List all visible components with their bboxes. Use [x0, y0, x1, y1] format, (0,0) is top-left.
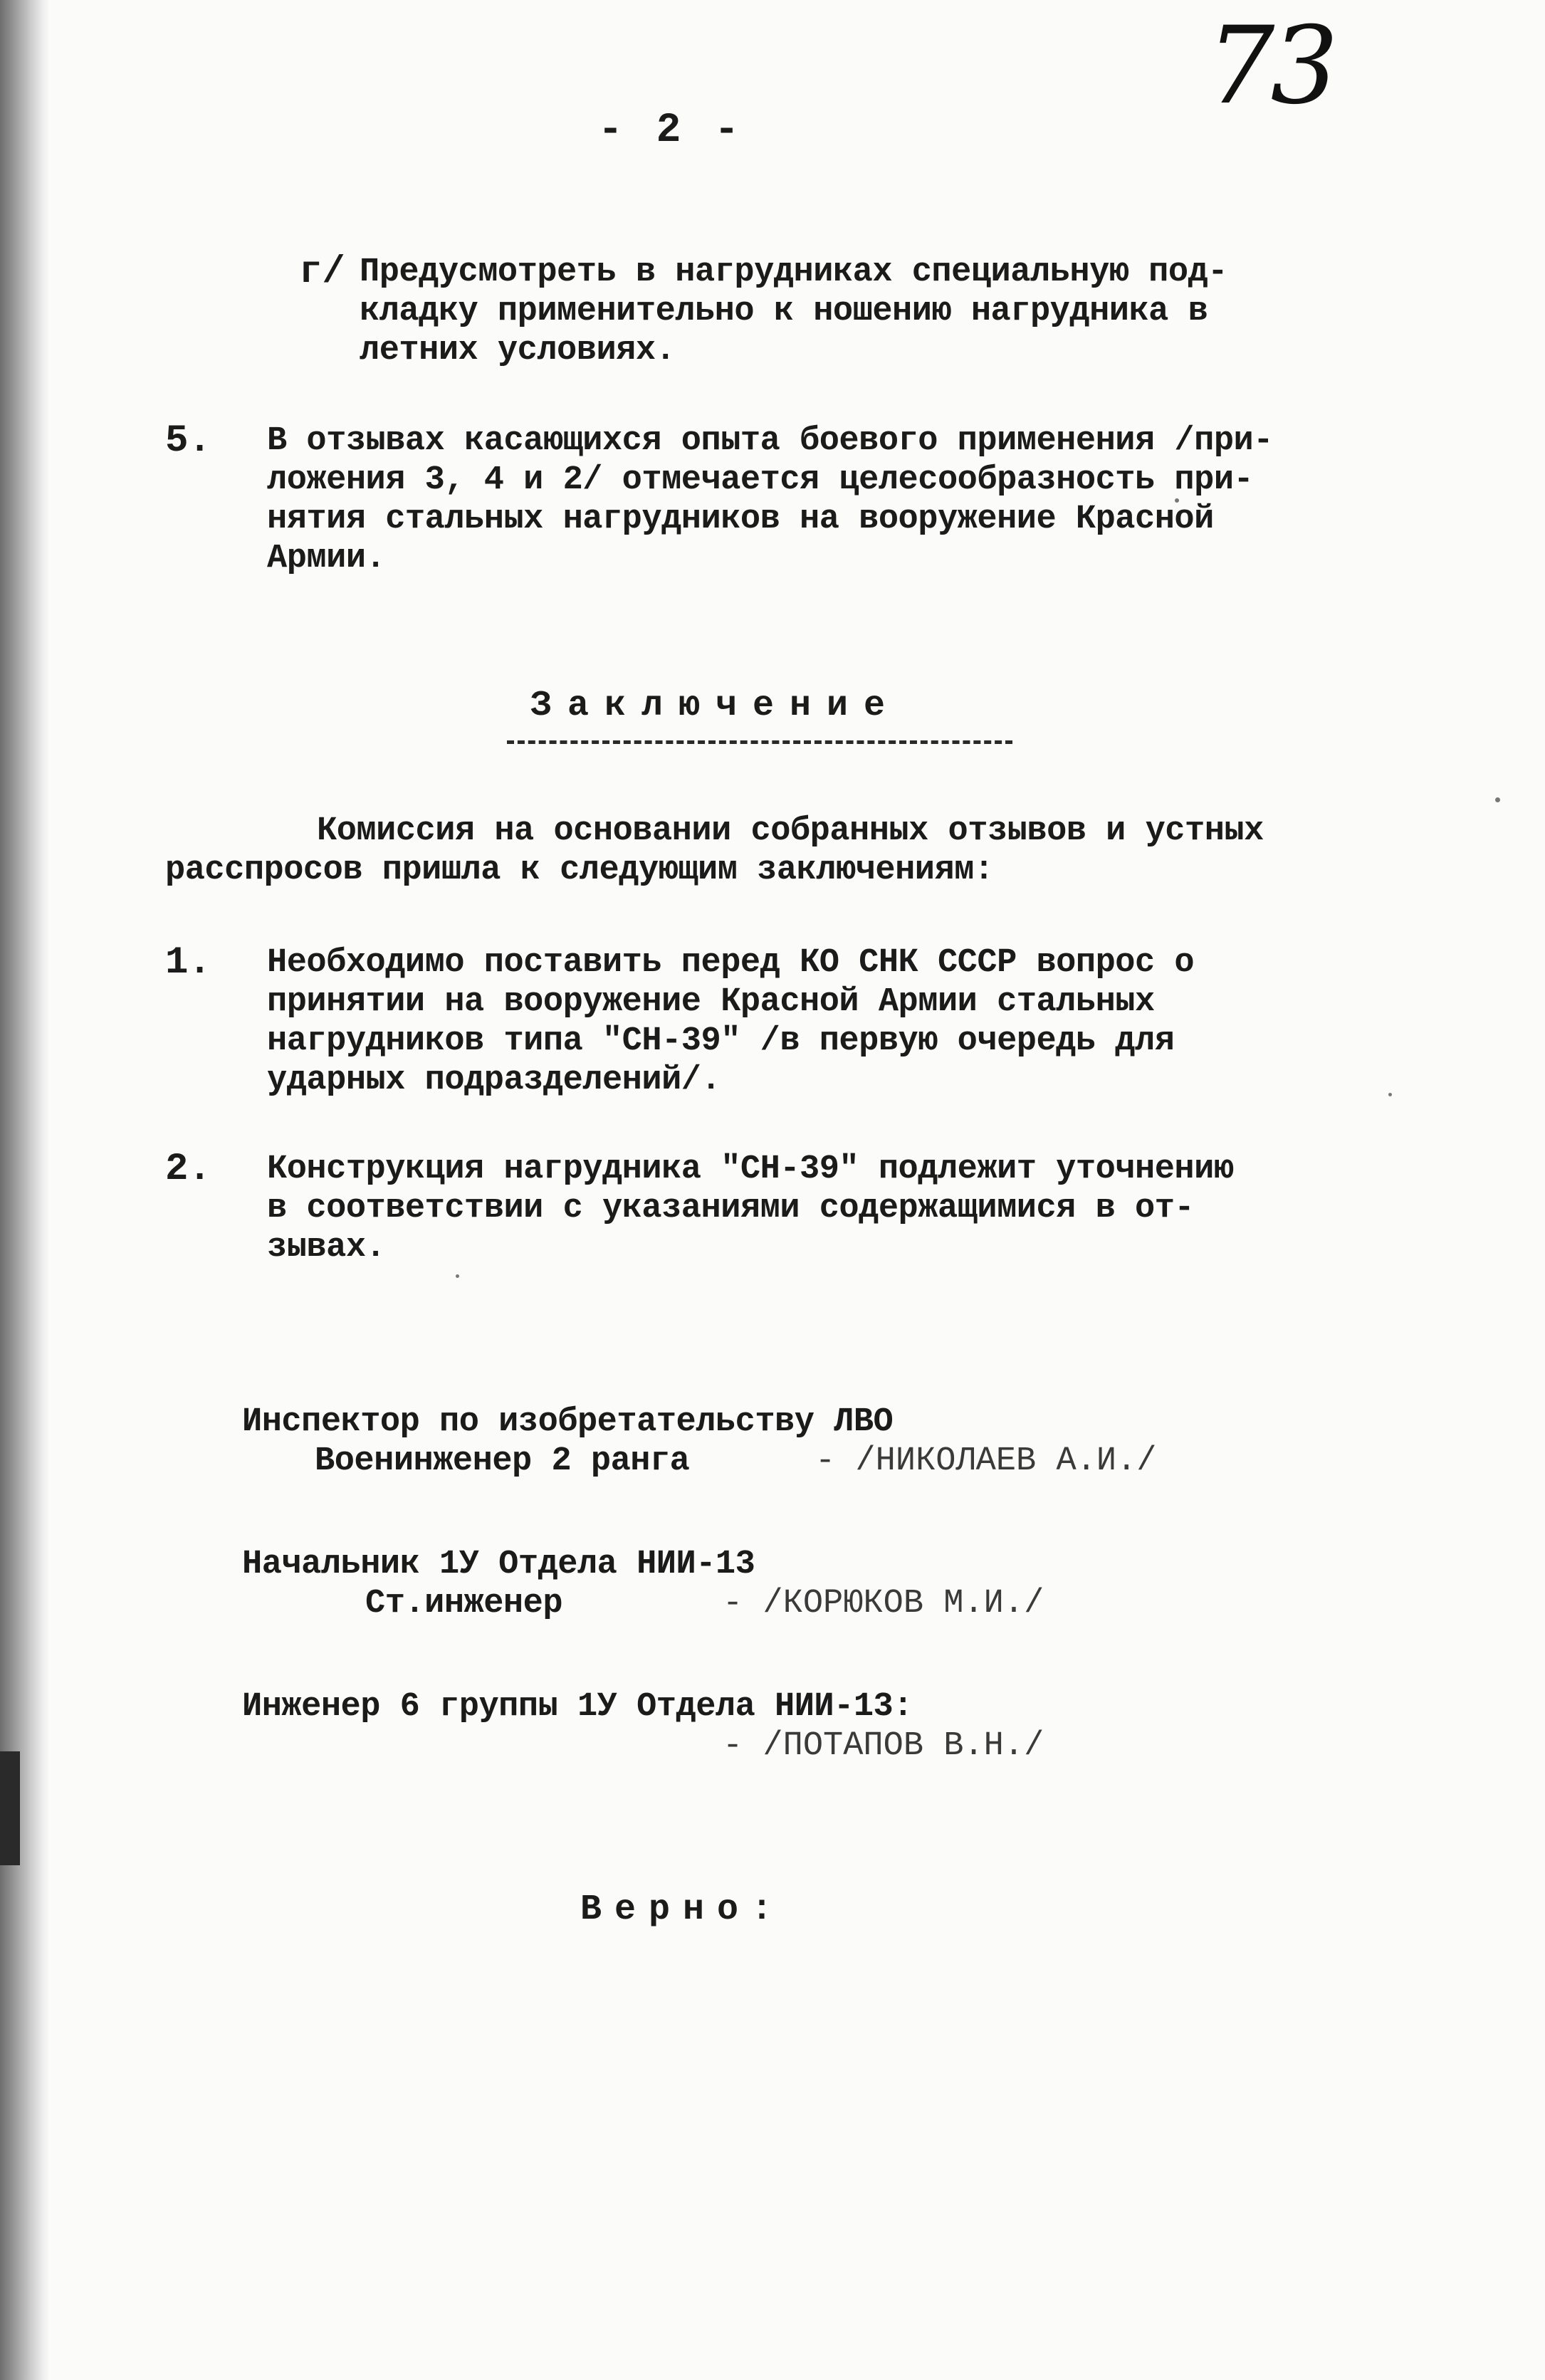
conclusion-item-1-marker: 1. — [165, 941, 211, 985]
item-g-marker: г/ — [299, 251, 345, 294]
conclusion-item-1-line-3: нагрудников типа "СН-39" /в первую очередь для — [267, 1022, 1175, 1060]
signature-2-name: - /КОРЮКОВ М.И./ — [723, 1585, 1044, 1623]
item-5-line-1: В отзывах касающихся опыта боевого применения /при- — [267, 422, 1273, 460]
signature-3-name: - /ПОТАПОВ В.Н./ — [723, 1727, 1044, 1765]
signature-2-title: Начальник 1У Отдела НИИ-13 — [242, 1546, 755, 1583]
signature-3-title: Инженер 6 группы 1У Отдела НИИ-13: — [242, 1688, 913, 1726]
conclusion-item-1-line-1: Необходимо поставить перед КО СНК СССР вопрос о — [267, 944, 1195, 982]
signature-1-title: Инспектор по изобретательству ЛВО — [242, 1403, 894, 1441]
heading-underline — [507, 740, 1012, 744]
conclusion-item-2-line-1: Конструкция нагрудника "СН-39" подлежит уточнению — [267, 1150, 1234, 1188]
signature-1-name: - /НИКОЛАЕВ А.И./ — [815, 1442, 1157, 1480]
item-g-line-3: летних условиях. — [360, 332, 676, 369]
scan-speck — [1388, 1093, 1392, 1096]
conclusion-item-1-line-2: принятии на вооружение Красной Армии стальных — [267, 983, 1155, 1021]
conclusion-intro-line-2: расспросов пришла к следующим заключениям: — [165, 851, 994, 889]
item-5-line-4: Армии. — [267, 540, 386, 577]
scan-binding-edge — [0, 0, 50, 2380]
scan-speck — [1495, 797, 1500, 802]
conclusion-heading: Заключение — [530, 686, 901, 726]
archive-folio-number: 73 — [1207, 4, 1334, 128]
conclusion-item-1-line-4: ударных подразделений/. — [267, 1061, 721, 1099]
conclusion-item-2-line-2: в соответствии с указаниями содержащимися в от- — [267, 1190, 1195, 1227]
scan-speck — [456, 1274, 459, 1278]
scan-binding-shadow — [0, 1751, 20, 1865]
conclusion-item-2-marker: 2. — [165, 1148, 211, 1191]
item-5-marker: 5. — [165, 419, 211, 463]
item-5-line-3: нятия стальных нагрудников на вооружение Красной — [267, 500, 1214, 538]
conclusion-intro-line-1: Комиссия на основании собранных отзывов и устных — [317, 812, 1264, 850]
signature-2-rank: Ст.инженер — [365, 1585, 563, 1623]
item-5-line-2: ложения 3, 4 и 2/ отмечается целесообразность при- — [267, 461, 1254, 499]
item-g-line-2: кладку применительно к ношению нагрудника в — [360, 293, 1208, 330]
signature-1-rank: Военинженер 2 ранга — [315, 1442, 690, 1480]
certified-true-copy-label: Верно: — [580, 1889, 786, 1930]
item-g-line-1: Предусмотреть в нагрудниках специальную под- — [360, 253, 1228, 291]
conclusion-item-2-line-3: зывах. — [267, 1229, 386, 1267]
page-number: - 2 - — [598, 108, 744, 154]
